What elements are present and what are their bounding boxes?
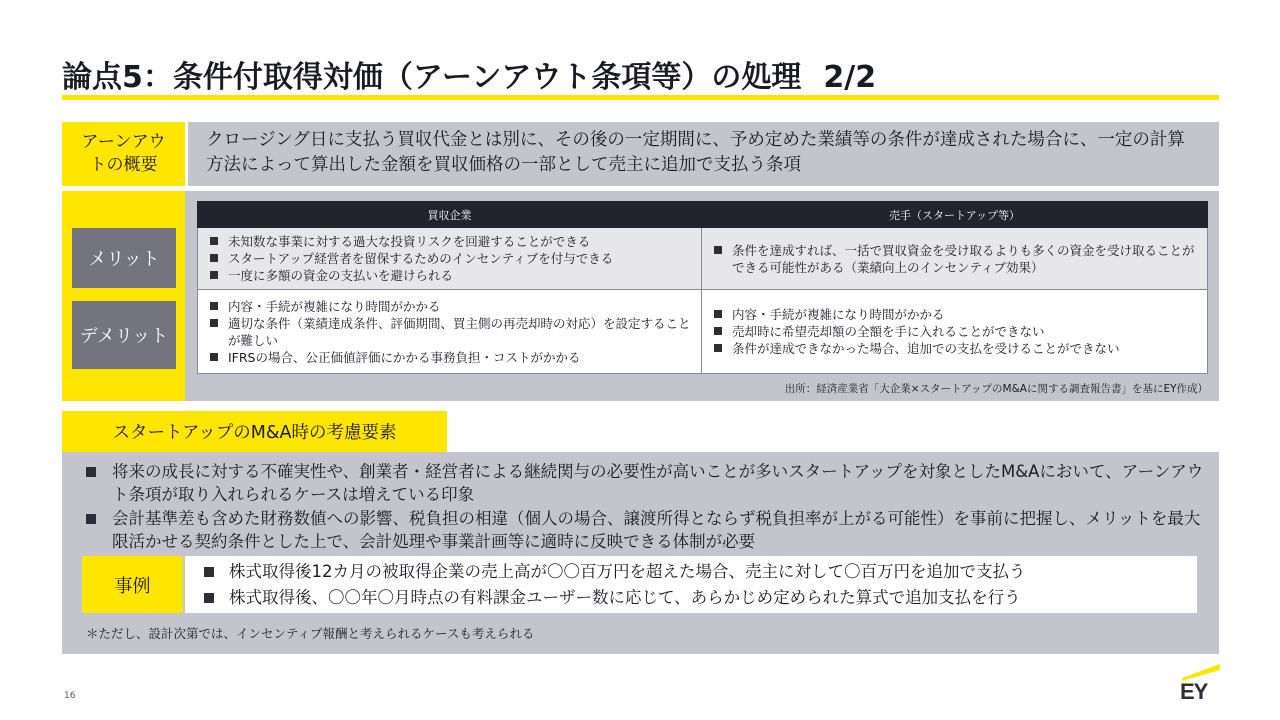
slide-title-text: 論点5：条件付取得対価（アーンアウト条項等）の処理: [62, 60, 802, 95]
overview-label-text: アーンアウトの概要: [81, 132, 166, 175]
list-item: 将来の成長に対する不確実性や、創業者・経営者による継続関与の必要性が高いことが多いスタートアップを対象としたM&Aにおいて、アーンアウト条項が取り入れられるケースは増えている印象: [84, 460, 1209, 506]
overview-label: [62, 122, 185, 186]
table-header-row: [198, 202, 1208, 228]
table-row-demerit: [198, 290, 1208, 374]
example-list: [202, 559, 1026, 611]
list-item: 一度に多額の資金の支払いを避けられる: [208, 267, 693, 284]
ey-logo-text: EY: [1180, 679, 1208, 704]
list-item: スタートアップ経営者を留保するためのインセンティブを付与できる: [208, 250, 693, 267]
table-row-merit: [198, 228, 1208, 290]
list-item: 内容・手続が複雑になり時間がかかる: [208, 298, 693, 315]
merit-demerit-table: [197, 201, 1208, 374]
list-item: 未知数な事業に対する過大な投資リスクを回避することができる: [208, 233, 693, 250]
merit-buyer-cell: [198, 228, 702, 290]
title-underline: [62, 95, 1219, 100]
slide-page-fraction: 2/2: [823, 60, 877, 95]
column-header-seller: 売手（スタートアップ等）: [702, 202, 1208, 228]
list-item: 会計基準差も含めた財務数値への影響、税負担の相違（個人の場合、譲渡所得とならず税負担率が上がる可能性）を事前に把握し、メリットを最大限活かせる契約条件とした上で、会計処理や事業計画等に適時に反映できる体制が必要: [84, 507, 1209, 553]
demerit-buyer-cell: [198, 290, 702, 374]
list-item: 条件を達成すれば、一括で買収資金を受け取るよりも多くの資金を受け取ることができる可能性がある（業績向上のインセンティブ効果）: [712, 242, 1199, 276]
considerations-heading: スタートアップのM&A時の考慮要素: [62, 411, 447, 452]
list-item: 内容・手続が複雑になり時間がかかる: [712, 306, 1199, 323]
considerations-list: [84, 460, 1209, 554]
slide-title: [62, 52, 876, 96]
list-item: 売却時に希望売却額の全額を手に入れることができない: [712, 323, 1199, 340]
merit-demerit-label-panel: [62, 191, 185, 401]
overview-text: クロージング日に支払う買収代金とは別に、その後の一定期間に、予め定めた業績等の条件が達成された場合に、一定の計算方法によって算出した金額を買収価格の一部として売主に追加で支払う条項: [188, 122, 1219, 186]
column-header-buyer: 買収企業: [198, 202, 702, 228]
page-number: 16: [64, 691, 76, 701]
demerit-label: デメリット: [72, 301, 176, 369]
merit-label: メリット: [72, 228, 176, 288]
example-label: 事例: [82, 556, 183, 613]
source-note: 出所：経済産業省「大企業×スタートアップのM&Aに関する調査報告書」を基にEY作成）: [784, 383, 1208, 395]
demerit-seller-cell: [702, 290, 1208, 374]
list-item: 条件が達成できなかった場合、追加での支払を受けることができない: [712, 340, 1199, 357]
list-item: 適切な条件（業績達成条件、評価期間、買主側の再売却時の対応）を設定することが難しい: [208, 315, 693, 349]
footnote: ＊ただし、設計次第では、インセンティブ報酬と考えられるケースも考えられる: [86, 626, 535, 641]
list-item: IFRSの場合、公正価値評価にかかる事務負担・コストがかかる: [208, 349, 693, 366]
list-item: 株式取得後12カ月の被取得企業の売上高が〇〇百万円を超えた場合、売主に対して〇百万円を追加で支払う: [202, 559, 1026, 585]
merit-seller-cell: [702, 228, 1208, 290]
list-item: 株式取得後、〇〇年〇月時点の有料課金ユーザー数に応じて、あらかじめ定められた算式で追加支払を行う: [202, 585, 1026, 611]
